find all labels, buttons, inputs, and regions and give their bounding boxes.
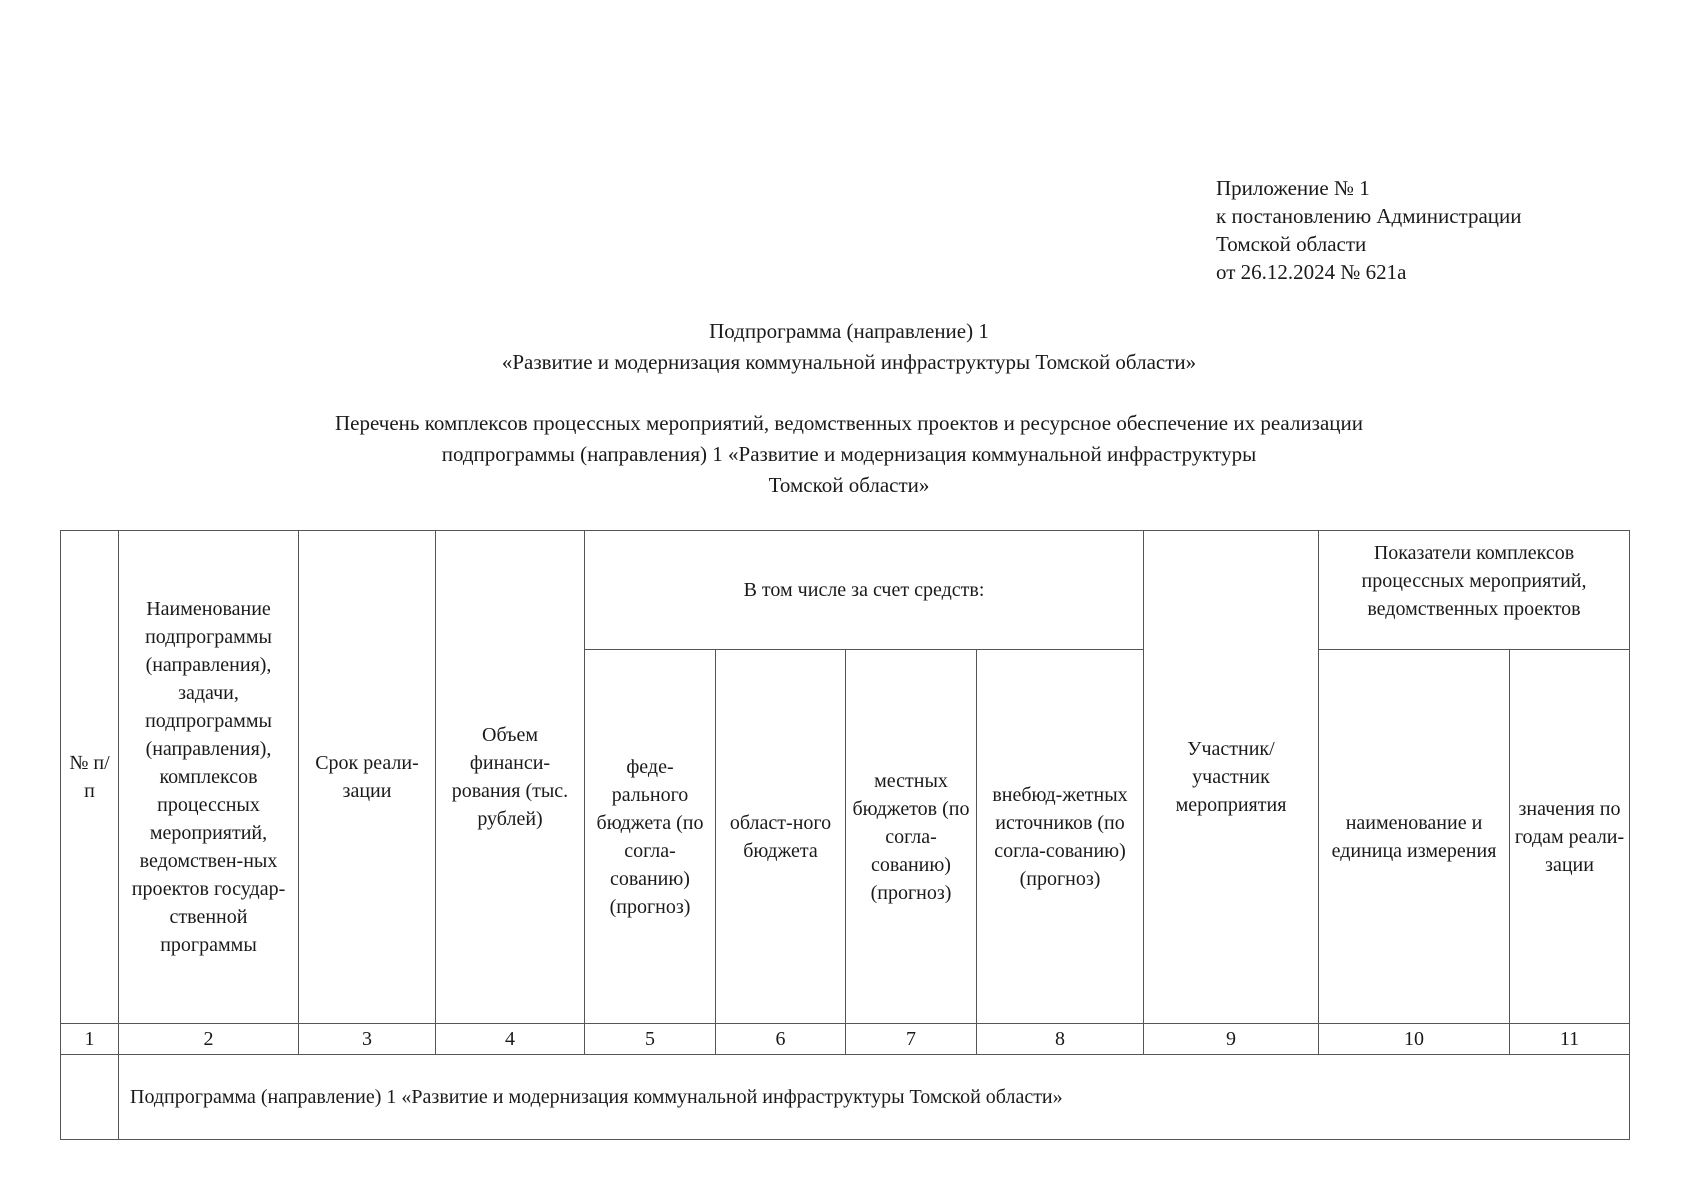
header-extrabudget: внебюд-жетных источников (по согла-сованию) (прогноз) [977,650,1144,1024]
header-participant: Участник/ участник мероприятия [1144,531,1319,1024]
subprogram-title [0,316,1698,378]
appendix-line: Томской области [1216,232,1367,256]
header-funds-group: В том числе за счет средств: [585,531,1144,650]
column-number: 2 [119,1024,299,1055]
column-number: 6 [716,1024,846,1055]
column-number: 7 [846,1024,977,1055]
list-title-line3: Томской области» [768,473,930,497]
header-indicator-name: наименование и единица измерения [1319,650,1510,1024]
column-number: 8 [977,1024,1144,1055]
appendix-line: от 26.12.2024 № 621а [1216,260,1407,284]
header-indicators-text: Показатели комплексов процессных мероприятий, ведомственных проектов [1361,542,1587,620]
appendix-line: Приложение № 1 [1216,176,1370,200]
subprogram-title-line1: Подпрограмма (направление) 1 [709,319,989,343]
subprogram-row [61,1055,1630,1140]
column-numbers-row [61,1024,1630,1055]
column-number: 11 [1510,1024,1630,1055]
column-number: 10 [1319,1024,1510,1055]
header-federal: феде-рального бюджета (по согла-сованию) (прогноз) [585,650,716,1024]
header-regional: област-ного бюджета [716,650,846,1024]
column-number: 1 [61,1024,119,1055]
list-title-line1: Перечень комплексов процессных мероприятий, ведомственных проектов и ресурсное обеспечение их реализации [334,411,1363,435]
header-number: № п/п [61,531,119,1024]
subprogram-title-line2: «Развитие и модернизация коммунальной инфраструктуры Томской области» [501,350,1197,374]
appendix-block [1216,174,1522,286]
header-local: местных бюджетов (по согла-сованию) (прогноз) [846,650,977,1024]
column-number: 9 [1144,1024,1319,1055]
column-number: 5 [585,1024,716,1055]
header-name: Наименование подпрограммы (направления), задачи, подпрограммы (направления), комплексов процессных мероприятий, ведомствен-ных проектов государ-ственной программы [119,531,299,1024]
subprogram-row-number [61,1055,119,1140]
appendix-line: к постановлению Администрации [1216,204,1522,228]
resource-table [60,530,1630,1140]
list-title-line2: подпрограммы (направления) 1 «Развитие и модернизация коммунальной инфраструктуры [441,442,1257,466]
header-term: Срок реали-зации [299,531,436,1024]
header-indicator-values: значения по годам реали-зации [1510,650,1630,1024]
column-number: 4 [436,1024,585,1055]
subprogram-row-title: Подпрограмма (направление) 1 «Развитие и модернизация коммунальной инфраструктуры Томской области» [119,1055,1630,1140]
header-indicators-group [1319,531,1630,650]
column-number: 3 [299,1024,436,1055]
header-volume: Объем финанси-рования (тыс. рублей) [436,531,585,1024]
list-title [0,408,1698,501]
